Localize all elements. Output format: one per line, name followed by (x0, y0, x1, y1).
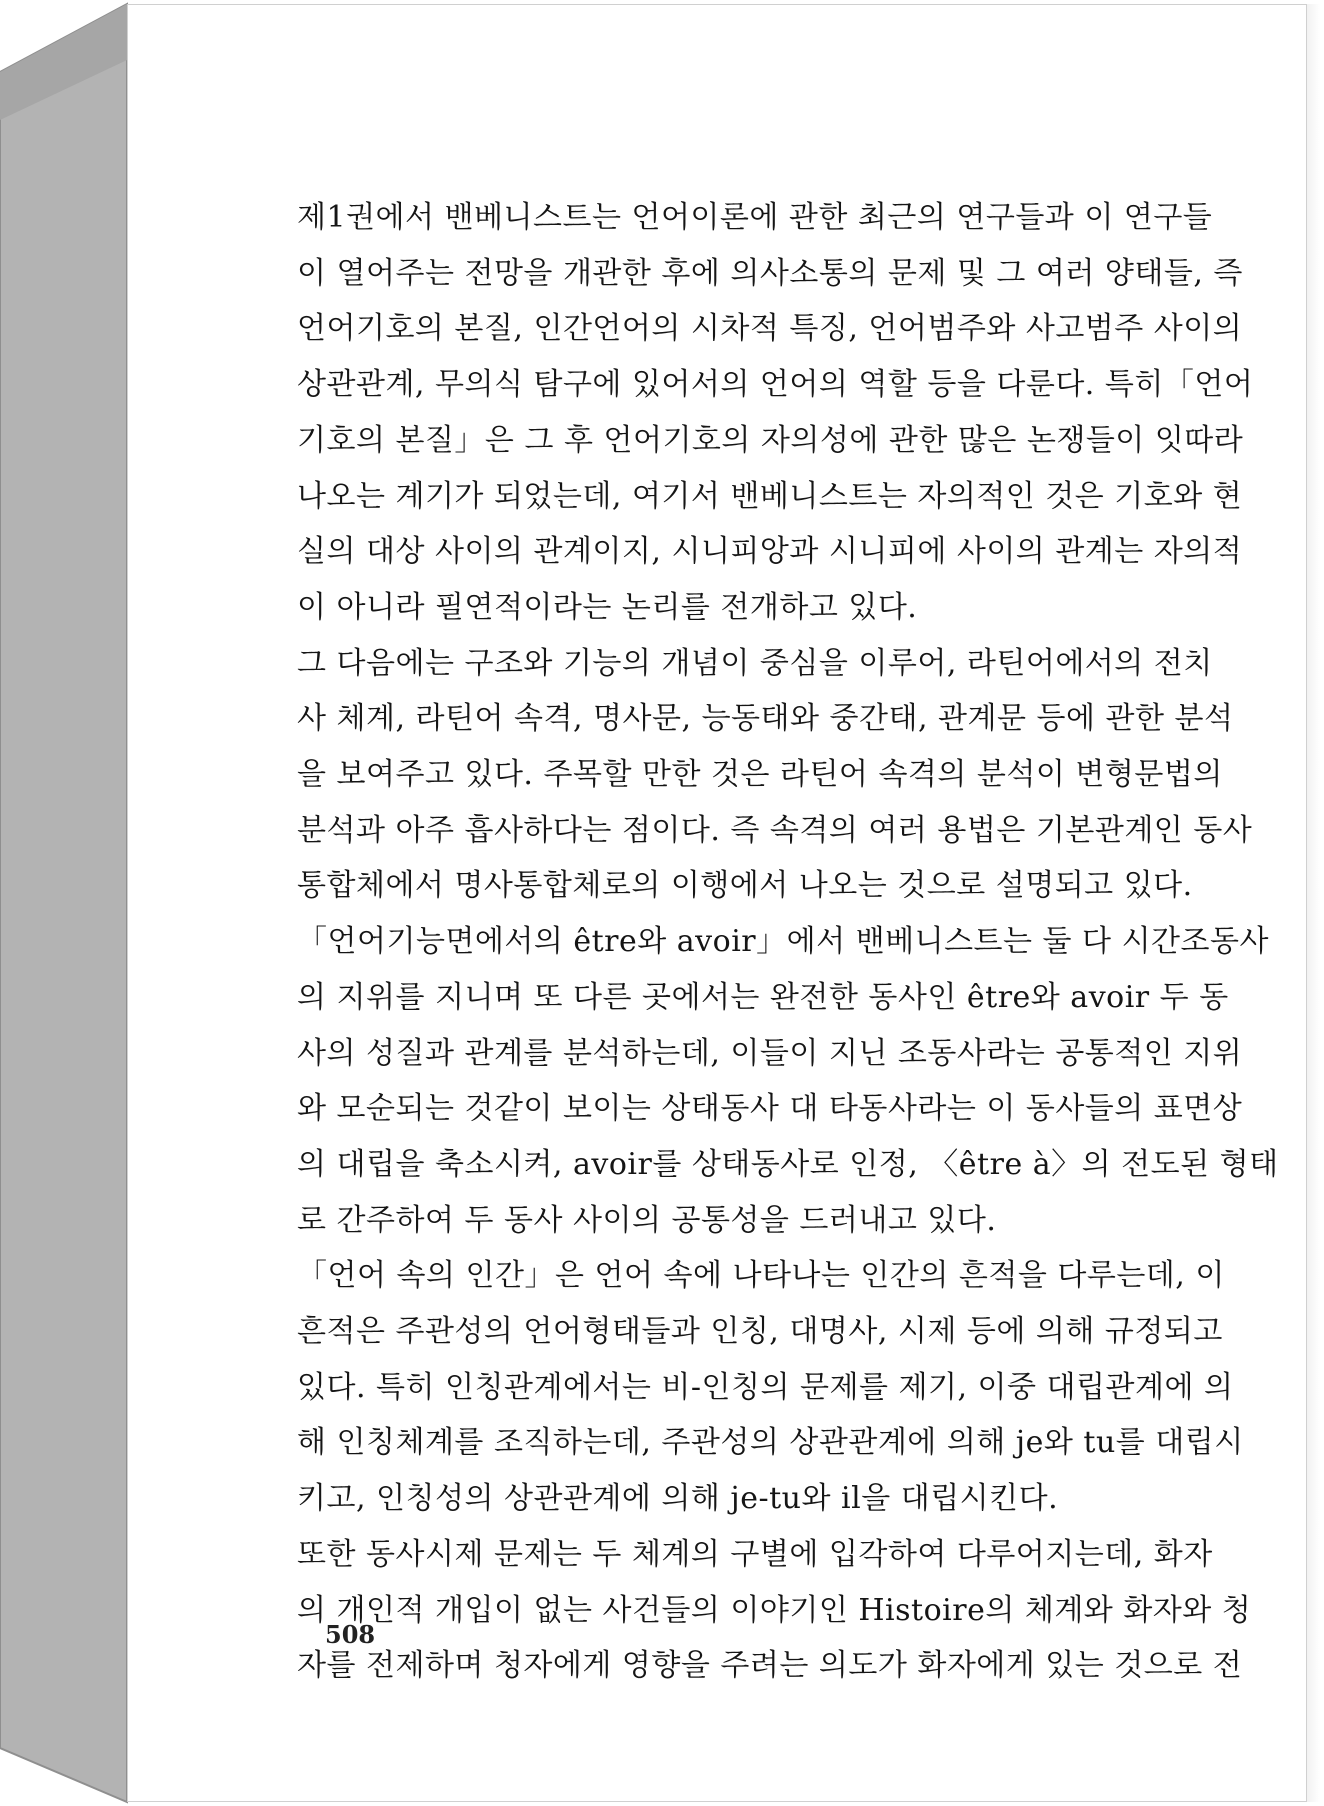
text-line: 해 인칭체계를 조직하는데, 주관성의 상관관계에 의해 je와 tu를 대립시 (297, 1425, 1244, 1461)
text-line: 흔적은 주관성의 언어형태들과 인칭, 대명사, 시제 등에 의해 규정되고 (297, 1314, 1223, 1350)
text-line: 의 지위를 지니며 또 다른 곳에서는 완전한 동사인 être와 avoir 두 동 (297, 979, 1229, 1015)
paragraph (297, 1248, 1244, 1527)
text-line: 자를 전제하며 청자에게 영향을 주려는 의도가 화자에게 있는 것으로 전 (297, 1648, 1243, 1684)
text-line: 분석과 아주 흡사하다는 점이다. 즉 속격의 여러 용법은 기본관계인 동사 (297, 812, 1253, 848)
text-line: 「언어 속의 인간」은 언어 속에 나타나는 인간의 흔적을 다루는데, 이 (297, 1258, 1225, 1294)
text-line: 통합체에서 명사통합체로의 이행에서 나오는 것으로 설명되고 있다. (297, 868, 1193, 904)
text-line: 사 체계, 라틴어 속격, 명사문, 능동태와 중간태, 관계문 등에 관한 분석 (297, 701, 1234, 737)
paragraph (297, 190, 1254, 636)
text-line: 의 대립을 축소시켜, avoir를 상태동사로 인정, 〈être à〉의 전도된 형태 (297, 1146, 1279, 1182)
page-number: 508 (325, 1620, 376, 1649)
body-text (297, 190, 1279, 1694)
text-line: 사의 성질과 관계를 분석하는데, 이들이 지닌 조동사라는 공통적인 지위 (297, 1035, 1243, 1071)
text-line: 나오는 계기가 되었는데, 여기서 밴베니스트는 자의적인 것은 기호와 현 (297, 478, 1243, 514)
text-line: 「언어기능면에서의 être와 avoir」에서 밴베니스트는 둘 다 시간조동사 (297, 924, 1269, 960)
paragraph (297, 636, 1253, 915)
text-line: 또한 동사시제 문제는 두 체계의 구별에 입각하여 다루어지는데, 화자 (297, 1536, 1213, 1572)
text-line: 키고, 인칭성의 상관관계에 의해 je-tu와 il을 대립시킨다. (297, 1481, 1059, 1517)
text-line: 제1권에서 밴베니스트는 언어이론에 관한 최근의 연구들과 이 연구들 (297, 200, 1213, 235)
text-line: 상관관계, 무의식 탐구에 있어서의 언어의 역할 등을 다룬다. 특히「언어 (297, 367, 1254, 403)
text-line: 의 개인적 개입이 없는 사건들의 이야기인 Histoire의 체계와 화자와 청 (297, 1592, 1252, 1628)
paragraph (297, 1527, 1252, 1694)
text-line: 로 간주하여 두 동사 사이의 공통성을 드러내고 있다. (297, 1202, 997, 1238)
text-line: 이 열어주는 전망을 개관한 후에 의사소통의 문제 및 그 여러 양태들, 즉 (297, 255, 1243, 291)
text-line: 언어기호의 본질, 인간언어의 시차적 특징, 언어범주와 사고범주 사이의 (297, 311, 1243, 347)
paragraph (297, 914, 1279, 1248)
text-line: 그 다음에는 구조와 기능의 개념이 중심을 이루어, 라틴어에서의 전치 (297, 645, 1213, 681)
text-line: 실의 대상 사이의 관계이지, 시니피앙과 시니피에 사이의 관계는 자의적 (297, 534, 1243, 570)
text-line: 와 모순되는 것같이 보이는 상태동사 대 타동사라는 이 동사들의 표면상 (297, 1091, 1243, 1127)
text-line: 있다. 특히 인칭관계에서는 비-인칭의 문제를 제기, 이중 대립관계에 의 (297, 1369, 1234, 1405)
text-line: 이 아니라 필연적이라는 논리를 전개하고 있다. (297, 589, 918, 625)
text-line: 기호의 본질」은 그 후 언어기호의 자의성에 관한 많은 논쟁들이 잇따라 (297, 422, 1244, 458)
text-line: 을 보여주고 있다. 주목할 만한 것은 라틴어 속격의 분석이 변형문법의 (297, 757, 1223, 793)
